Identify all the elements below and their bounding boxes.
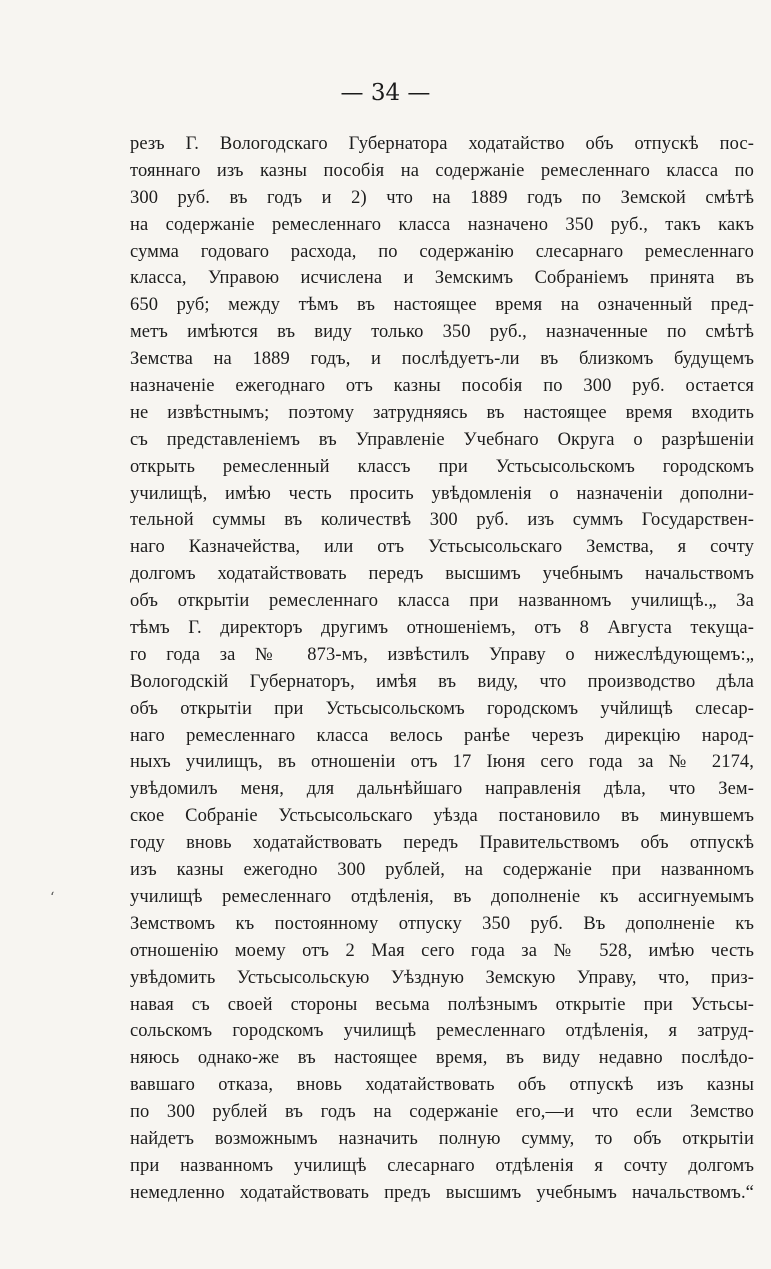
text-line: немедленно ходатайствовать предъ высшимъ учебнымъ начальствомъ.“ (130, 1182, 754, 1203)
text-line: найдетъ возможнымъ назначить полную сумму, то объ открытіи (130, 1128, 754, 1149)
text-line: при названномъ училищѣ слесарнаго отдѣленія я сочту долгомъ (130, 1155, 754, 1176)
text-line: объ открытіи ремесленнаго класса при названномъ училищѣ.„ За (130, 591, 754, 612)
text-line: вавшаго отказа, вновь ходатайствовать объ отпускѣ изъ казны (130, 1075, 754, 1096)
text-line: 650 руб; между тѣмъ въ настоящее время на означенный пред- (130, 295, 754, 316)
text-line: на содержаніе ремесленнаго класса назначено 350 руб., такъ какъ (130, 214, 754, 235)
text-line: съ представленіемъ въ Управленіе Учебнаго Округа о разрѣшеніи (130, 429, 754, 450)
text-line: увѣдомилъ меня, для дальнѣйшаго направленія дѣла, что Зем- (130, 779, 754, 800)
text-line: не извѣстнымъ; поэтому затрудняясь въ настоящее время входить (130, 402, 754, 423)
text-line: назначеніе ежегоднаго отъ казны пособія по 300 руб. остается (130, 376, 754, 397)
text-line: ныхъ училищъ, въ отношеніи отъ 17 Іюня сего года за № 2174, (130, 752, 754, 773)
text-line: го года за № 873-мъ, извѣстилъ Управу о нижеслѣдующемъ:„ (130, 644, 754, 665)
text-line: метъ имѣются въ виду только 350 руб., назначенные по смѣтѣ (130, 322, 754, 343)
text-line: сумма годоваго расхода, по содержанію слесарнаго ремесленнаго (130, 241, 754, 262)
text-line: училищѣ, имѣю честь просить увѣдомленія о назначеніи дополни- (130, 483, 754, 504)
text-line: тѣмъ Г. директоръ другимъ отношеніемъ, отъ 8 Августа текуща- (130, 618, 754, 639)
text-line: тельной суммы въ количествѣ 300 руб. изъ суммъ Государствен- (130, 510, 754, 531)
body-text (130, 131, 754, 1207)
margin-mark: ʻ (50, 890, 55, 906)
text-line: Земствомъ къ постоянному отпуску 350 руб. Въ дополненіе къ (130, 913, 754, 934)
text-line: ское Собраніе Устьсысольскаго уѣзда постановило въ минувшемъ (130, 806, 754, 827)
text-line: резъ Г. Вологодскаго Губернатора ходатайство объ отпускѣ пос- (130, 134, 754, 154)
text-line: 300 руб. въ годъ и 2) что на 1889 годъ по Земской смѣтѣ (130, 187, 754, 208)
text-line: открыть ремесленный классъ при Устьсысольскомъ городскомъ (130, 456, 754, 477)
text-line: Вологодскій Губернаторъ, имѣя въ виду, что производство дѣла (130, 671, 754, 692)
text-line: наго ремесленнаго класса велось ранѣе черезъ дирекцію народ- (130, 725, 754, 746)
text-line: году вновь ходатайствовать передъ Правительствомъ объ отпускѣ (130, 833, 754, 854)
text-line: объ открытіи при Устьсысольскомъ городскомъ учйлищѣ слесар- (130, 698, 754, 719)
page-number: — 34 — (340, 80, 431, 106)
text-line: класса, Управою исчислена и Земскимъ Собраніемъ принята въ (130, 268, 754, 289)
text-line: сольскомъ городскомъ училищѣ ремесленнаго отдѣленія, я затруд- (130, 1021, 754, 1042)
text-line: по 300 рублей въ годъ на содержаніе его,—и что если Земство (130, 1102, 754, 1123)
text-line: навая съ своей стороны весьма полѣзнымъ открытіе при Устьсы- (130, 994, 754, 1015)
text-line: долгомъ ходатайствовать передъ высшимъ учебнымъ начальствомъ (130, 564, 754, 585)
text-line: изъ казны ежегодно 300 рублей, на содержаніе при названномъ (130, 860, 754, 881)
text-line: няюсь однако-же въ настоящее время, въ виду недавно послѣдо- (130, 1048, 754, 1069)
text-line: отношенію моему отъ 2 Мая сего года за № 528, имѣю честь (130, 940, 754, 961)
text-line: увѣдомить Устьсысольскую Уѣздную Земскую Управу, что, приз- (130, 967, 754, 988)
text-line: наго Казначейства, или отъ Устьсысольскаго Земства, я сочту (130, 537, 754, 558)
text-line: училищѣ ремесленнаго отдѣленія, въ дополненіе къ ассигнуемымъ (130, 886, 754, 907)
text-line: Земства на 1889 годъ, и послѣдуетъ-ли въ близкомъ будущемъ (130, 349, 754, 370)
text-line: тояннаго изъ казны пособія на содержаніе ремесленнаго класса по (130, 160, 754, 181)
